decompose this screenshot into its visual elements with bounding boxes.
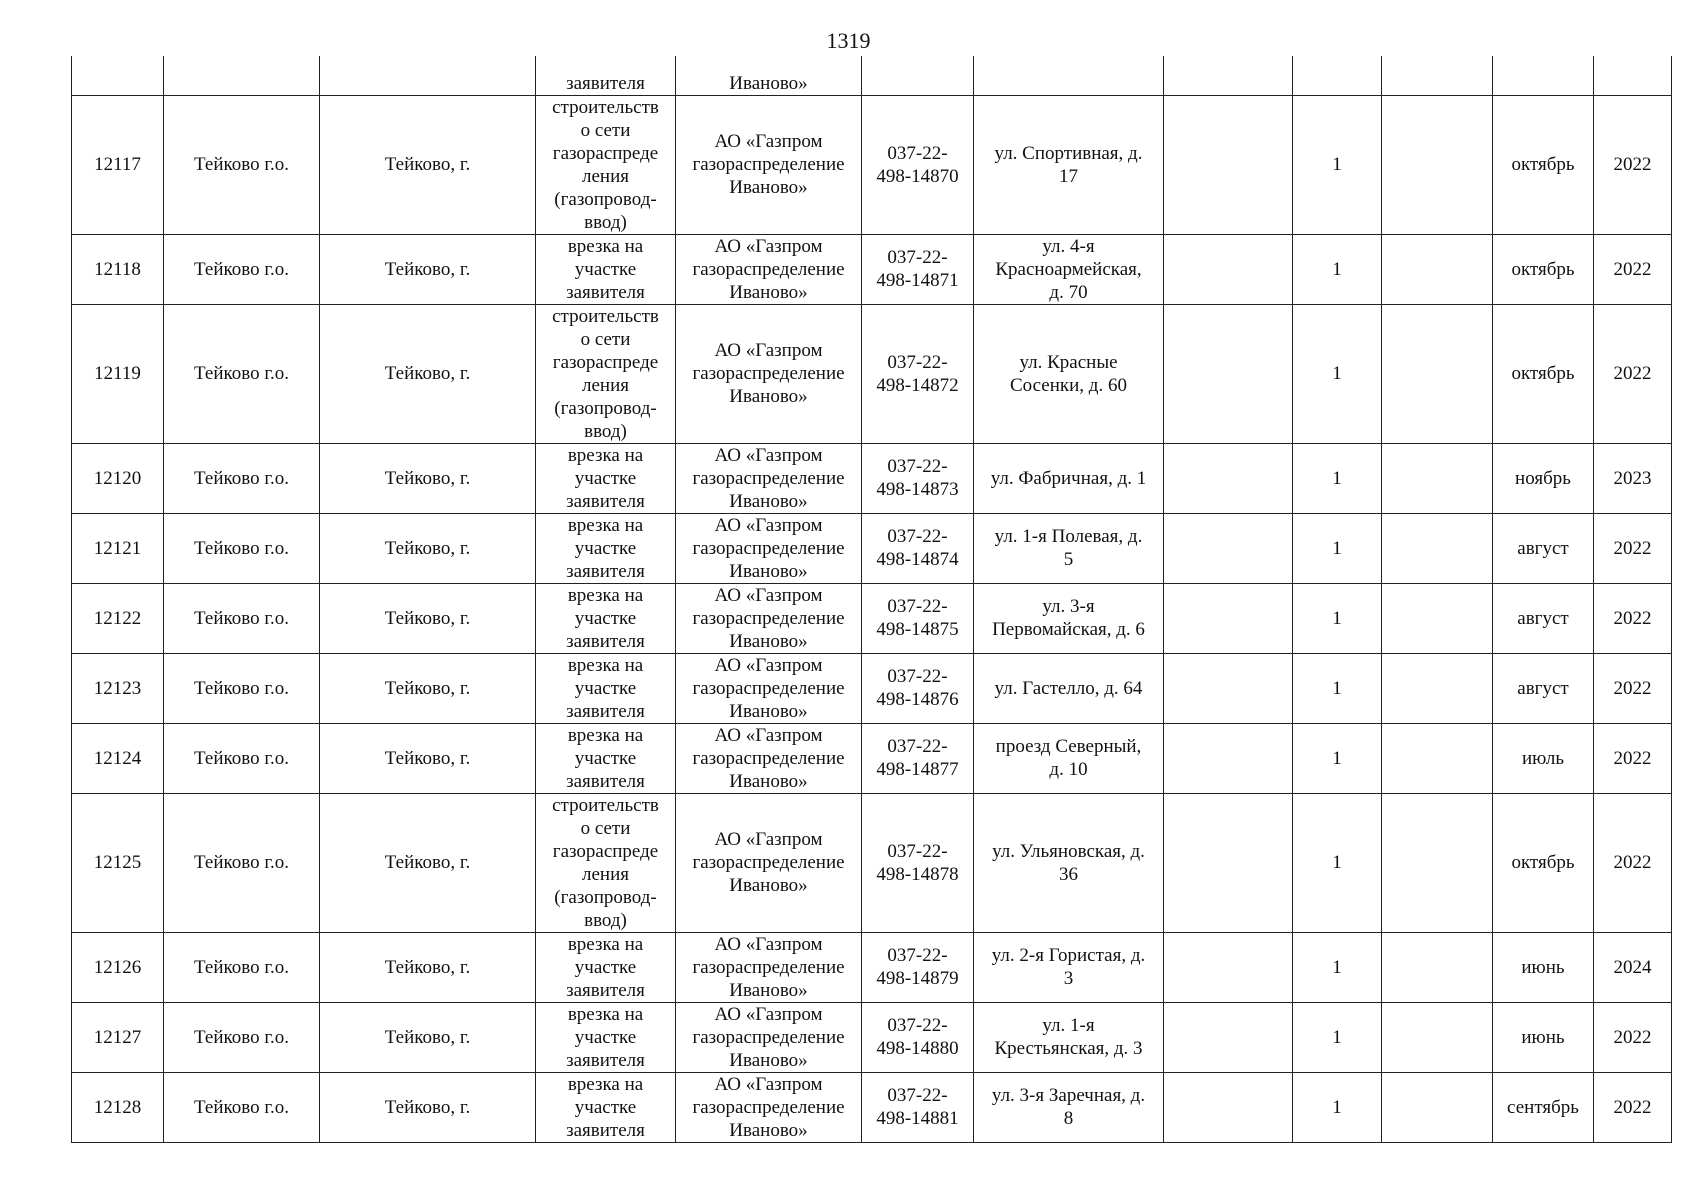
cell-num: 12128: [72, 1072, 164, 1142]
cell-district: Тейково г.о.: [164, 1072, 320, 1142]
cell-org: АО «Газпром газораспределение Иваново»: [676, 234, 862, 304]
cell-work: врезка на участке заявителя: [536, 443, 676, 513]
cell-org: АО «Газпром газораспределение Иваново»: [676, 1002, 862, 1072]
cell-org: Иваново»: [676, 56, 862, 95]
cell-org: АО «Газпром газораспределение Иваново»: [676, 932, 862, 1002]
cell-district: Тейково г.о.: [164, 95, 320, 234]
cell-num: 12122: [72, 583, 164, 653]
cell-empty-2: [1382, 932, 1493, 1002]
cell-empty-2: [1382, 793, 1493, 932]
cell-org: АО «Газпром газораспределение Иваново»: [676, 95, 862, 234]
cell-month: [1493, 56, 1594, 95]
cell-address: ул. 3-я Заречная, д. 8: [974, 1072, 1164, 1142]
cell-settlement: Тейково, г.: [320, 932, 536, 1002]
cell-month: октябрь: [1493, 95, 1594, 234]
cell-num: 12126: [72, 932, 164, 1002]
cell-work: врезка на участке заявителя: [536, 1072, 676, 1142]
cell-district: Тейково г.о.: [164, 443, 320, 513]
cell-org: АО «Газпром газораспределение Иваново»: [676, 304, 862, 443]
cell-empty-2: [1382, 723, 1493, 793]
cell-address: ул. Красные Сосенки, д. 60: [974, 304, 1164, 443]
cell-num: 12119: [72, 304, 164, 443]
cell-settlement: Тейково, г.: [320, 95, 536, 234]
cell-qty: 1: [1293, 95, 1382, 234]
table-row: [72, 1072, 1672, 1142]
cell-month: октябрь: [1493, 304, 1594, 443]
cell-empty-1: [1164, 304, 1293, 443]
cell-work: строительств о сети газораспреде ления (газопровод- ввод): [536, 304, 676, 443]
cell-empty-1: [1164, 443, 1293, 513]
cell-settlement: Тейково, г.: [320, 234, 536, 304]
cell-work: врезка на участке заявителя: [536, 653, 676, 723]
cell-district: Тейково г.о.: [164, 932, 320, 1002]
cell-work: врезка на участке заявителя: [536, 932, 676, 1002]
cell-address: [974, 56, 1164, 95]
cell-settlement: Тейково, г.: [320, 723, 536, 793]
cell-code: 037-22- 498-14872: [862, 304, 974, 443]
cell-num: 12124: [72, 723, 164, 793]
table-row: [72, 653, 1672, 723]
cell-year: 2024: [1594, 932, 1672, 1002]
cell-empty-2: [1382, 56, 1493, 95]
cell-address: ул. 4-я Красноармейская, д. 70: [974, 234, 1164, 304]
cell-settlement: Тейково, г.: [320, 513, 536, 583]
cell-org: АО «Газпром газораспределение Иваново»: [676, 1072, 862, 1142]
cell-year: 2022: [1594, 1072, 1672, 1142]
cell-year: [1594, 56, 1672, 95]
cell-settlement: Тейково, г.: [320, 443, 536, 513]
cell-address: ул. 2-я Гористая, д. 3: [974, 932, 1164, 1002]
cell-qty: 1: [1293, 932, 1382, 1002]
cell-empty-1: [1164, 653, 1293, 723]
cell-year: 2022: [1594, 723, 1672, 793]
cell-qty: 1: [1293, 723, 1382, 793]
cell-settlement: [320, 56, 536, 95]
cell-empty-1: [1164, 1072, 1293, 1142]
cell-org: АО «Газпром газораспределение Иваново»: [676, 723, 862, 793]
cell-qty: 1: [1293, 513, 1382, 583]
cell-address: ул. 1-я Полевая, д. 5: [974, 513, 1164, 583]
cell-address: ул. 3-я Первомайская, д. 6: [974, 583, 1164, 653]
cell-num: 12125: [72, 793, 164, 932]
cell-qty: [1293, 56, 1382, 95]
cell-num: 12117: [72, 95, 164, 234]
cell-year: 2022: [1594, 513, 1672, 583]
cell-month: июнь: [1493, 1002, 1594, 1072]
cell-qty: 1: [1293, 1002, 1382, 1072]
cell-num: 12118: [72, 234, 164, 304]
cell-org: АО «Газпром газораспределение Иваново»: [676, 583, 862, 653]
cell-settlement: Тейково, г.: [320, 1072, 536, 1142]
cell-year: 2023: [1594, 443, 1672, 513]
table-row: [72, 932, 1672, 1002]
cell-month: сентябрь: [1493, 1072, 1594, 1142]
cell-code: 037-22- 498-14870: [862, 95, 974, 234]
cell-num: [72, 56, 164, 95]
cell-code: 037-22- 498-14877: [862, 723, 974, 793]
cell-empty-1: [1164, 234, 1293, 304]
cell-empty-2: [1382, 95, 1493, 234]
cell-address: проезд Северный, д. 10: [974, 723, 1164, 793]
cell-work: врезка на участке заявителя: [536, 513, 676, 583]
cell-month: ноябрь: [1493, 443, 1594, 513]
table-row: [72, 304, 1672, 443]
cell-work: строительств о сети газораспреде ления (газопровод- ввод): [536, 95, 676, 234]
cell-empty-2: [1382, 583, 1493, 653]
cell-code: 037-22- 498-14879: [862, 932, 974, 1002]
cell-work: врезка на участке заявителя: [536, 723, 676, 793]
cell-year: 2022: [1594, 793, 1672, 932]
cell-year: 2022: [1594, 234, 1672, 304]
cell-empty-2: [1382, 443, 1493, 513]
cell-district: Тейково г.о.: [164, 723, 320, 793]
cell-qty: 1: [1293, 583, 1382, 653]
cell-year: 2022: [1594, 1002, 1672, 1072]
cell-district: Тейково г.о.: [164, 1002, 320, 1072]
cell-district: Тейково г.о.: [164, 793, 320, 932]
cell-code: 037-22- 498-14875: [862, 583, 974, 653]
cell-district: Тейково г.о.: [164, 304, 320, 443]
cell-code: 037-22- 498-14873: [862, 443, 974, 513]
cell-district: Тейково г.о.: [164, 513, 320, 583]
cell-empty-2: [1382, 513, 1493, 583]
cell-qty: 1: [1293, 793, 1382, 932]
cell-address: ул. Фабричная, д. 1: [974, 443, 1164, 513]
cell-code: 037-22- 498-14878: [862, 793, 974, 932]
cell-settlement: Тейково, г.: [320, 583, 536, 653]
cell-empty-2: [1382, 1072, 1493, 1142]
cell-address: ул. Спортивная, д. 17: [974, 95, 1164, 234]
cell-month: июнь: [1493, 932, 1594, 1002]
table-row: [72, 793, 1672, 932]
cell-qty: 1: [1293, 1072, 1382, 1142]
cell-settlement: Тейково, г.: [320, 304, 536, 443]
cell-district: Тейково г.о.: [164, 583, 320, 653]
cell-empty-2: [1382, 304, 1493, 443]
cell-empty-1: [1164, 513, 1293, 583]
cell-empty-2: [1382, 653, 1493, 723]
cell-qty: 1: [1293, 653, 1382, 723]
cell-empty-2: [1382, 234, 1493, 304]
cell-empty-2: [1382, 1002, 1493, 1072]
cell-qty: 1: [1293, 443, 1382, 513]
register-table: [71, 56, 1672, 1143]
cell-work: врезка на участке заявителя: [536, 234, 676, 304]
cell-month: август: [1493, 583, 1594, 653]
cell-month: октябрь: [1493, 793, 1594, 932]
cell-settlement: Тейково, г.: [320, 653, 536, 723]
cell-year: 2022: [1594, 304, 1672, 443]
cell-work: врезка на участке заявителя: [536, 583, 676, 653]
cell-org: АО «Газпром газораспределение Иваново»: [676, 653, 862, 723]
cell-org: АО «Газпром газораспределение Иваново»: [676, 443, 862, 513]
table-row: [72, 583, 1672, 653]
cell-settlement: Тейково, г.: [320, 1002, 536, 1072]
table-row: [72, 234, 1672, 304]
cell-month: июль: [1493, 723, 1594, 793]
cell-empty-1: [1164, 1002, 1293, 1072]
cell-work: заявителя: [536, 56, 676, 95]
page-number: 1319: [826, 28, 871, 53]
cell-code: 037-22- 498-14880: [862, 1002, 974, 1072]
cell-empty-1: [1164, 793, 1293, 932]
cell-empty-1: [1164, 95, 1293, 234]
cell-year: 2022: [1594, 653, 1672, 723]
cell-empty-1: [1164, 583, 1293, 653]
cell-empty-1: [1164, 932, 1293, 1002]
table-row: [72, 443, 1672, 513]
cell-work: врезка на участке заявителя: [536, 1002, 676, 1072]
cell-month: октябрь: [1493, 234, 1594, 304]
cell-code: 037-22- 498-14876: [862, 653, 974, 723]
cell-qty: 1: [1293, 304, 1382, 443]
table-row: [72, 95, 1672, 234]
cell-district: Тейково г.о.: [164, 234, 320, 304]
cell-empty-1: [1164, 723, 1293, 793]
cell-code: 037-22- 498-14871: [862, 234, 974, 304]
cell-num: 12127: [72, 1002, 164, 1072]
cell-empty-1: [1164, 56, 1293, 95]
cell-org: АО «Газпром газораспределение Иваново»: [676, 793, 862, 932]
cell-month: август: [1493, 513, 1594, 583]
cell-num: 12121: [72, 513, 164, 583]
cell-district: [164, 56, 320, 95]
cell-qty: 1: [1293, 234, 1382, 304]
continuation-row: [72, 56, 1672, 95]
cell-year: 2022: [1594, 95, 1672, 234]
table-row: [72, 723, 1672, 793]
cell-org: АО «Газпром газораспределение Иваново»: [676, 513, 862, 583]
cell-year: 2022: [1594, 583, 1672, 653]
cell-num: 12120: [72, 443, 164, 513]
cell-num: 12123: [72, 653, 164, 723]
cell-month: август: [1493, 653, 1594, 723]
cell-address: ул. 1-я Крестьянская, д. 3: [974, 1002, 1164, 1072]
cell-code: [862, 56, 974, 95]
table-row: [72, 1002, 1672, 1072]
cell-code: 037-22- 498-14874: [862, 513, 974, 583]
cell-settlement: Тейково, г.: [320, 793, 536, 932]
cell-address: ул. Гастелло, д. 64: [974, 653, 1164, 723]
cell-district: Тейково г.о.: [164, 653, 320, 723]
cell-address: ул. Ульяновская, д. 36: [974, 793, 1164, 932]
cell-work: строительств о сети газораспреде ления (газопровод- ввод): [536, 793, 676, 932]
table-row: [72, 513, 1672, 583]
cell-code: 037-22- 498-14881: [862, 1072, 974, 1142]
